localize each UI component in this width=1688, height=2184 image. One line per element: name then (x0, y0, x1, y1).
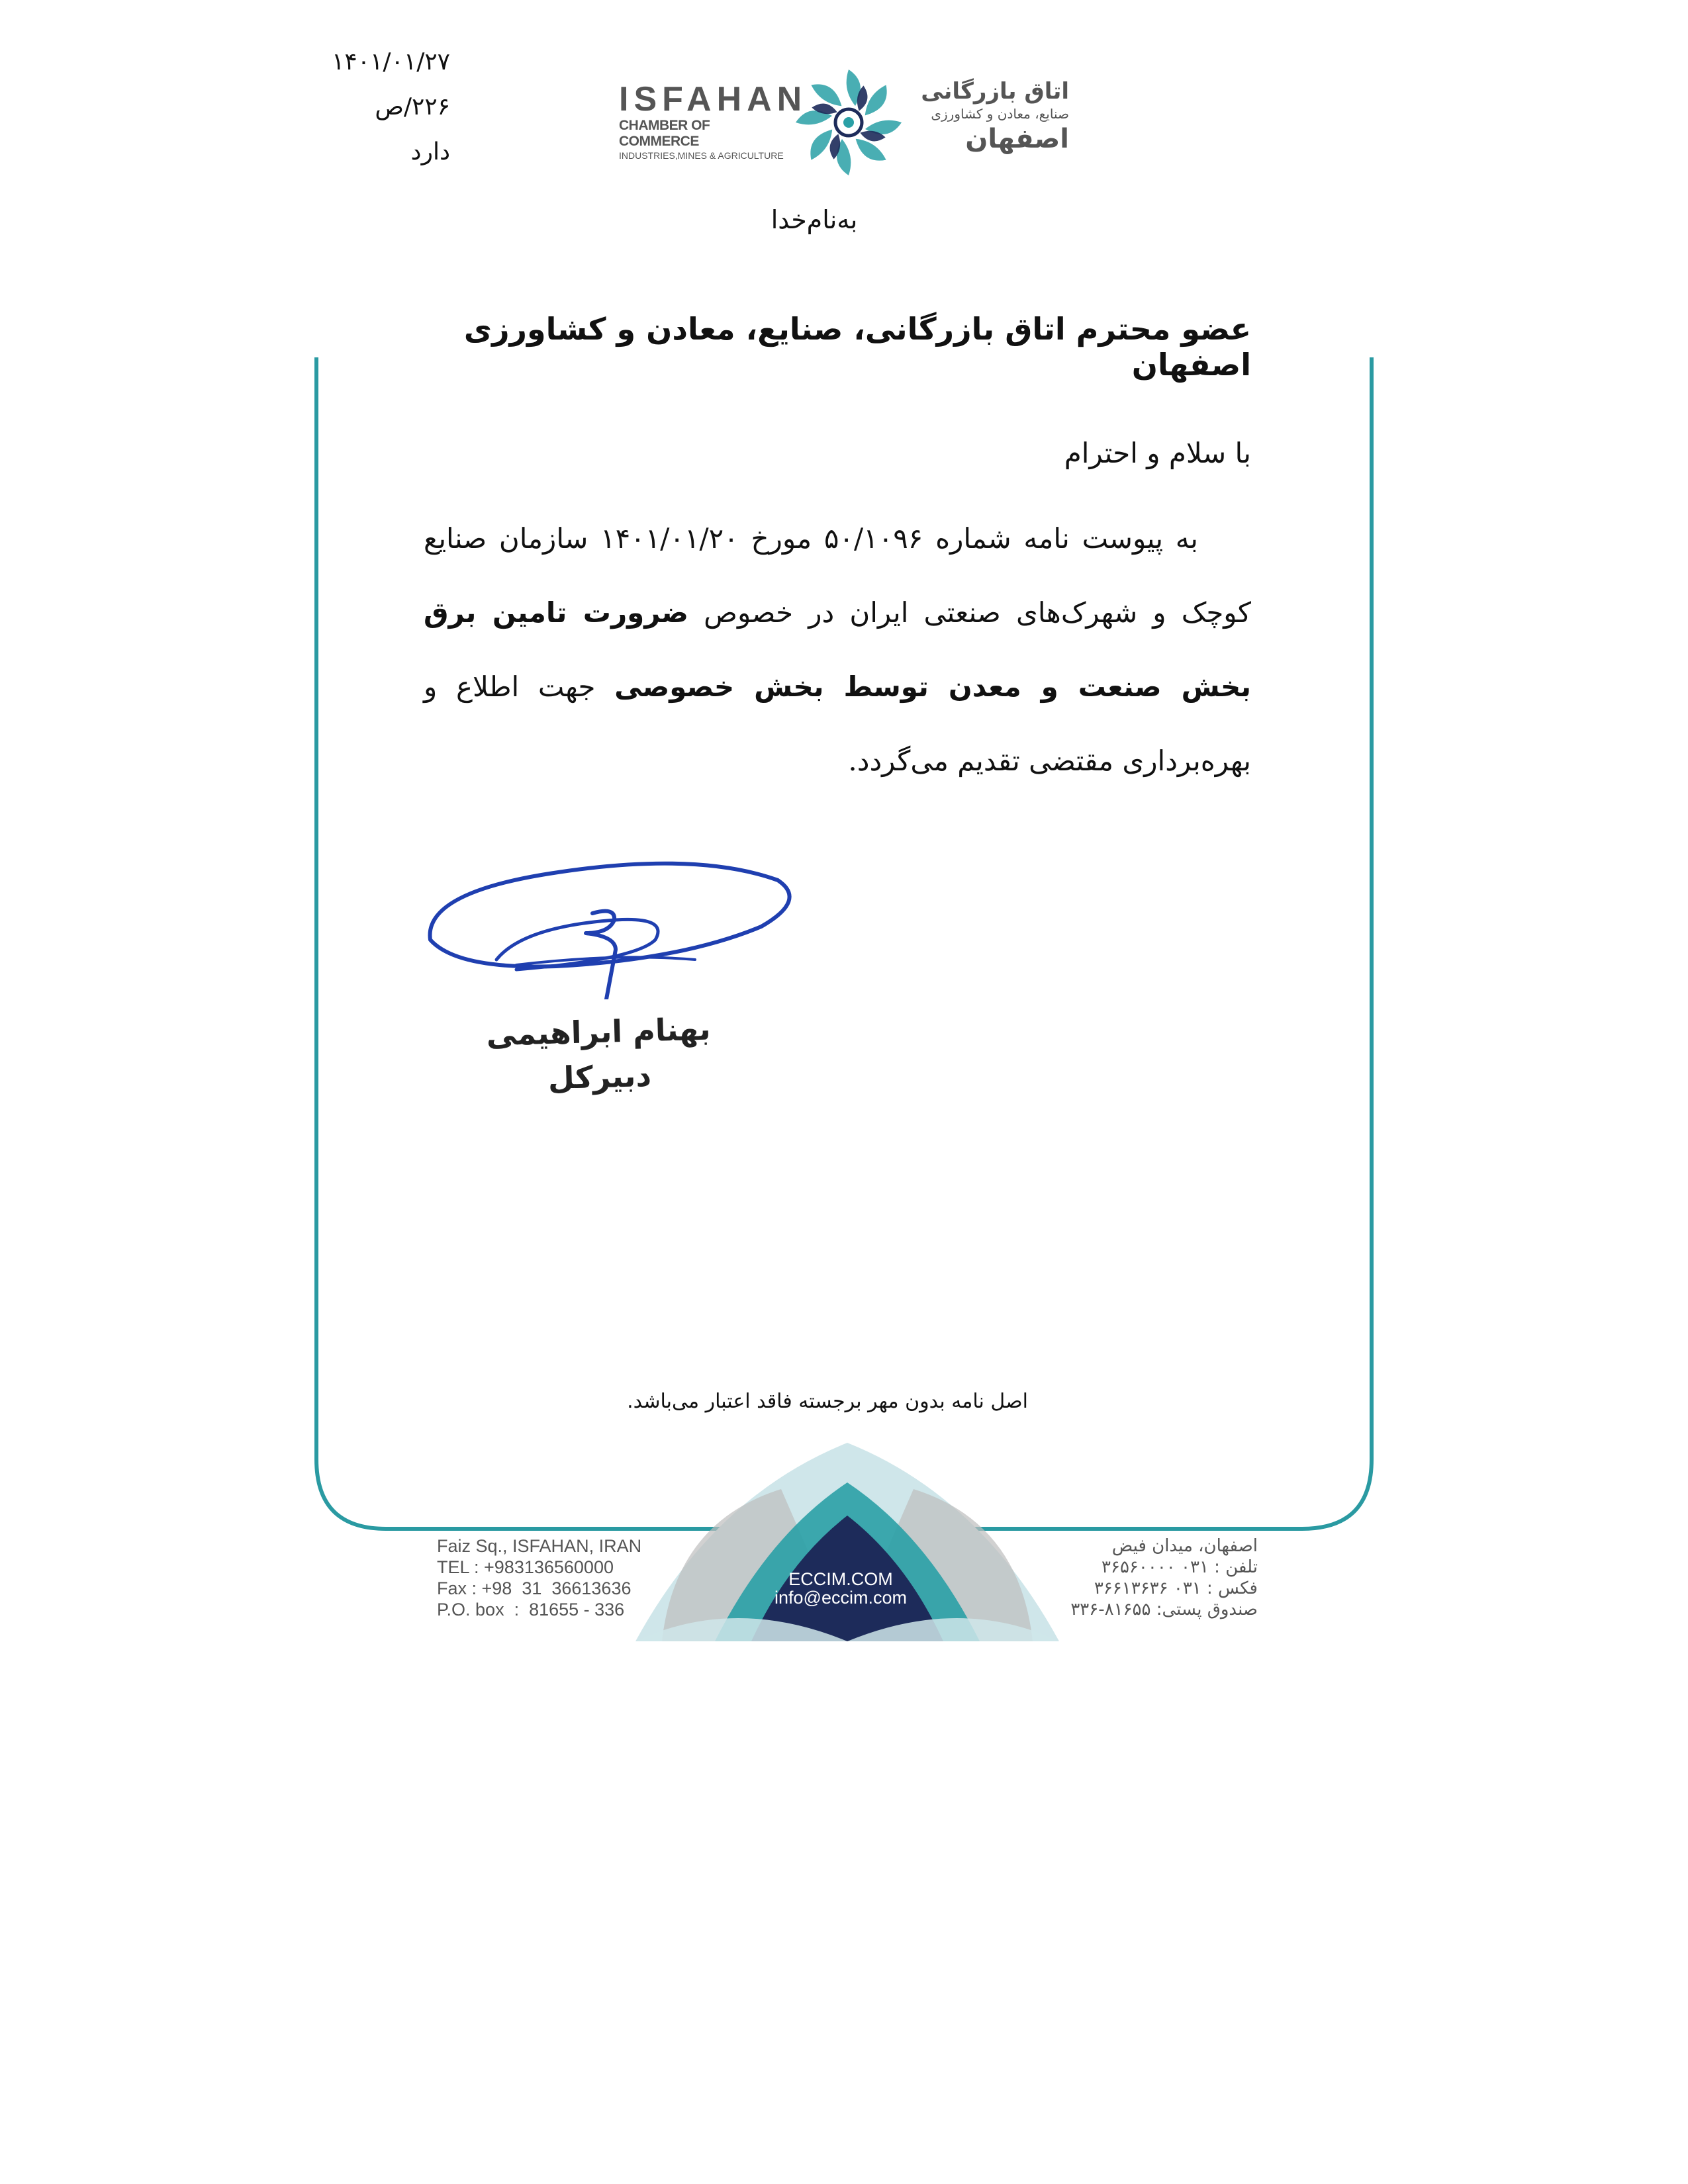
basmala: به‌نام‌خدا (771, 205, 858, 234)
logo-english-text (619, 80, 808, 161)
footer-fa-fax: فکس : ۰۳۱ ۳۶۶۱۳۶۳۶ (1094, 1578, 1258, 1598)
letter-number: ۲۲۶/ص (375, 93, 450, 120)
signatory-title: دبیرکل (547, 1057, 652, 1097)
logo-en-line2: CHAMBER OF COMMERCE (619, 118, 710, 149)
footer-fa-pobox: صندوق پستی: ۸۱۶۵۵-۳۳۶ (1070, 1600, 1258, 1619)
letter-attachment: دارد (410, 138, 450, 165)
body-text-part1: به پیوست نامه شماره ۵۰/۱۰۹۶ مورخ ۱۴۰۱/۰۱/۲۰ سازمان صنایع کوچک و شهرک‌های صنعتی ایران در خصوص (424, 522, 1251, 629)
signatory-name: بهنام ابراهیمی (486, 1011, 712, 1053)
letter-date: ۱۴۰۱/۰۱/۲۷ (332, 48, 450, 75)
handwritten-signature (417, 854, 814, 999)
logo-fa-line3: اصفهان (965, 124, 1069, 154)
footer-en-address: Faiz Sq., ISFAHAN, IRAN (437, 1536, 642, 1556)
signatory-block (475, 1006, 722, 1103)
footer-website: ECCIM.COM (788, 1569, 893, 1589)
letter-meta (291, 40, 450, 175)
footer-email: info@eccim.com (774, 1588, 907, 1608)
footer-contact-english (437, 1535, 662, 1620)
chamber-logo (619, 66, 1069, 179)
body-text-bold: ضرورت تامین برق بخش صنعت و معدن توسط بخش خصوصی (424, 596, 1251, 703)
logo-fa-line1: اتاق بازرگانی (921, 78, 1069, 105)
body-text-part2: جهت اطلاع و بهره‌برداری مقتضی تقدیم می‌گردد. (424, 670, 1251, 777)
letter-body (424, 502, 1251, 798)
footer-en-tel: TEL : +983136560000 (437, 1557, 614, 1577)
footer-en-fax: Fax : +98 31 36613636 (437, 1578, 632, 1598)
chamber-emblem-icon (792, 66, 905, 179)
footer-contact-persian (1046, 1535, 1258, 1620)
body-paragraph (424, 502, 1251, 798)
greeting: با سلام و احترام (1064, 437, 1251, 469)
footer-fa-address: اصفهان، میدان فیض (1111, 1536, 1258, 1556)
logo-en-line3: INDUSTRIES,MINES & AGRICULTURE (619, 150, 784, 161)
footer-en-pobox: P.O. box : 81655 - 336 (437, 1600, 625, 1619)
logo-en-name: ISFAHAN (619, 80, 808, 118)
footer-ornament (635, 1443, 1059, 1641)
recipient-heading: عضو محترم اتاق بازرگانی، صنایع، معادن و کشاورزی اصفهان (463, 311, 1251, 383)
logo-persian-text (910, 78, 1069, 155)
footer-web (755, 1570, 927, 1607)
footer-fa-tel: تلفن : ۰۳۱ ۳۶۵۶۰۰۰۰ (1102, 1557, 1258, 1577)
logo-fa-line2: صنایع، معادن و کشاورزی (931, 106, 1069, 122)
authenticity-footnote: اصل نامه بدون مهر برجسته فاقد اعتبار می‌باشد. (627, 1390, 1028, 1413)
